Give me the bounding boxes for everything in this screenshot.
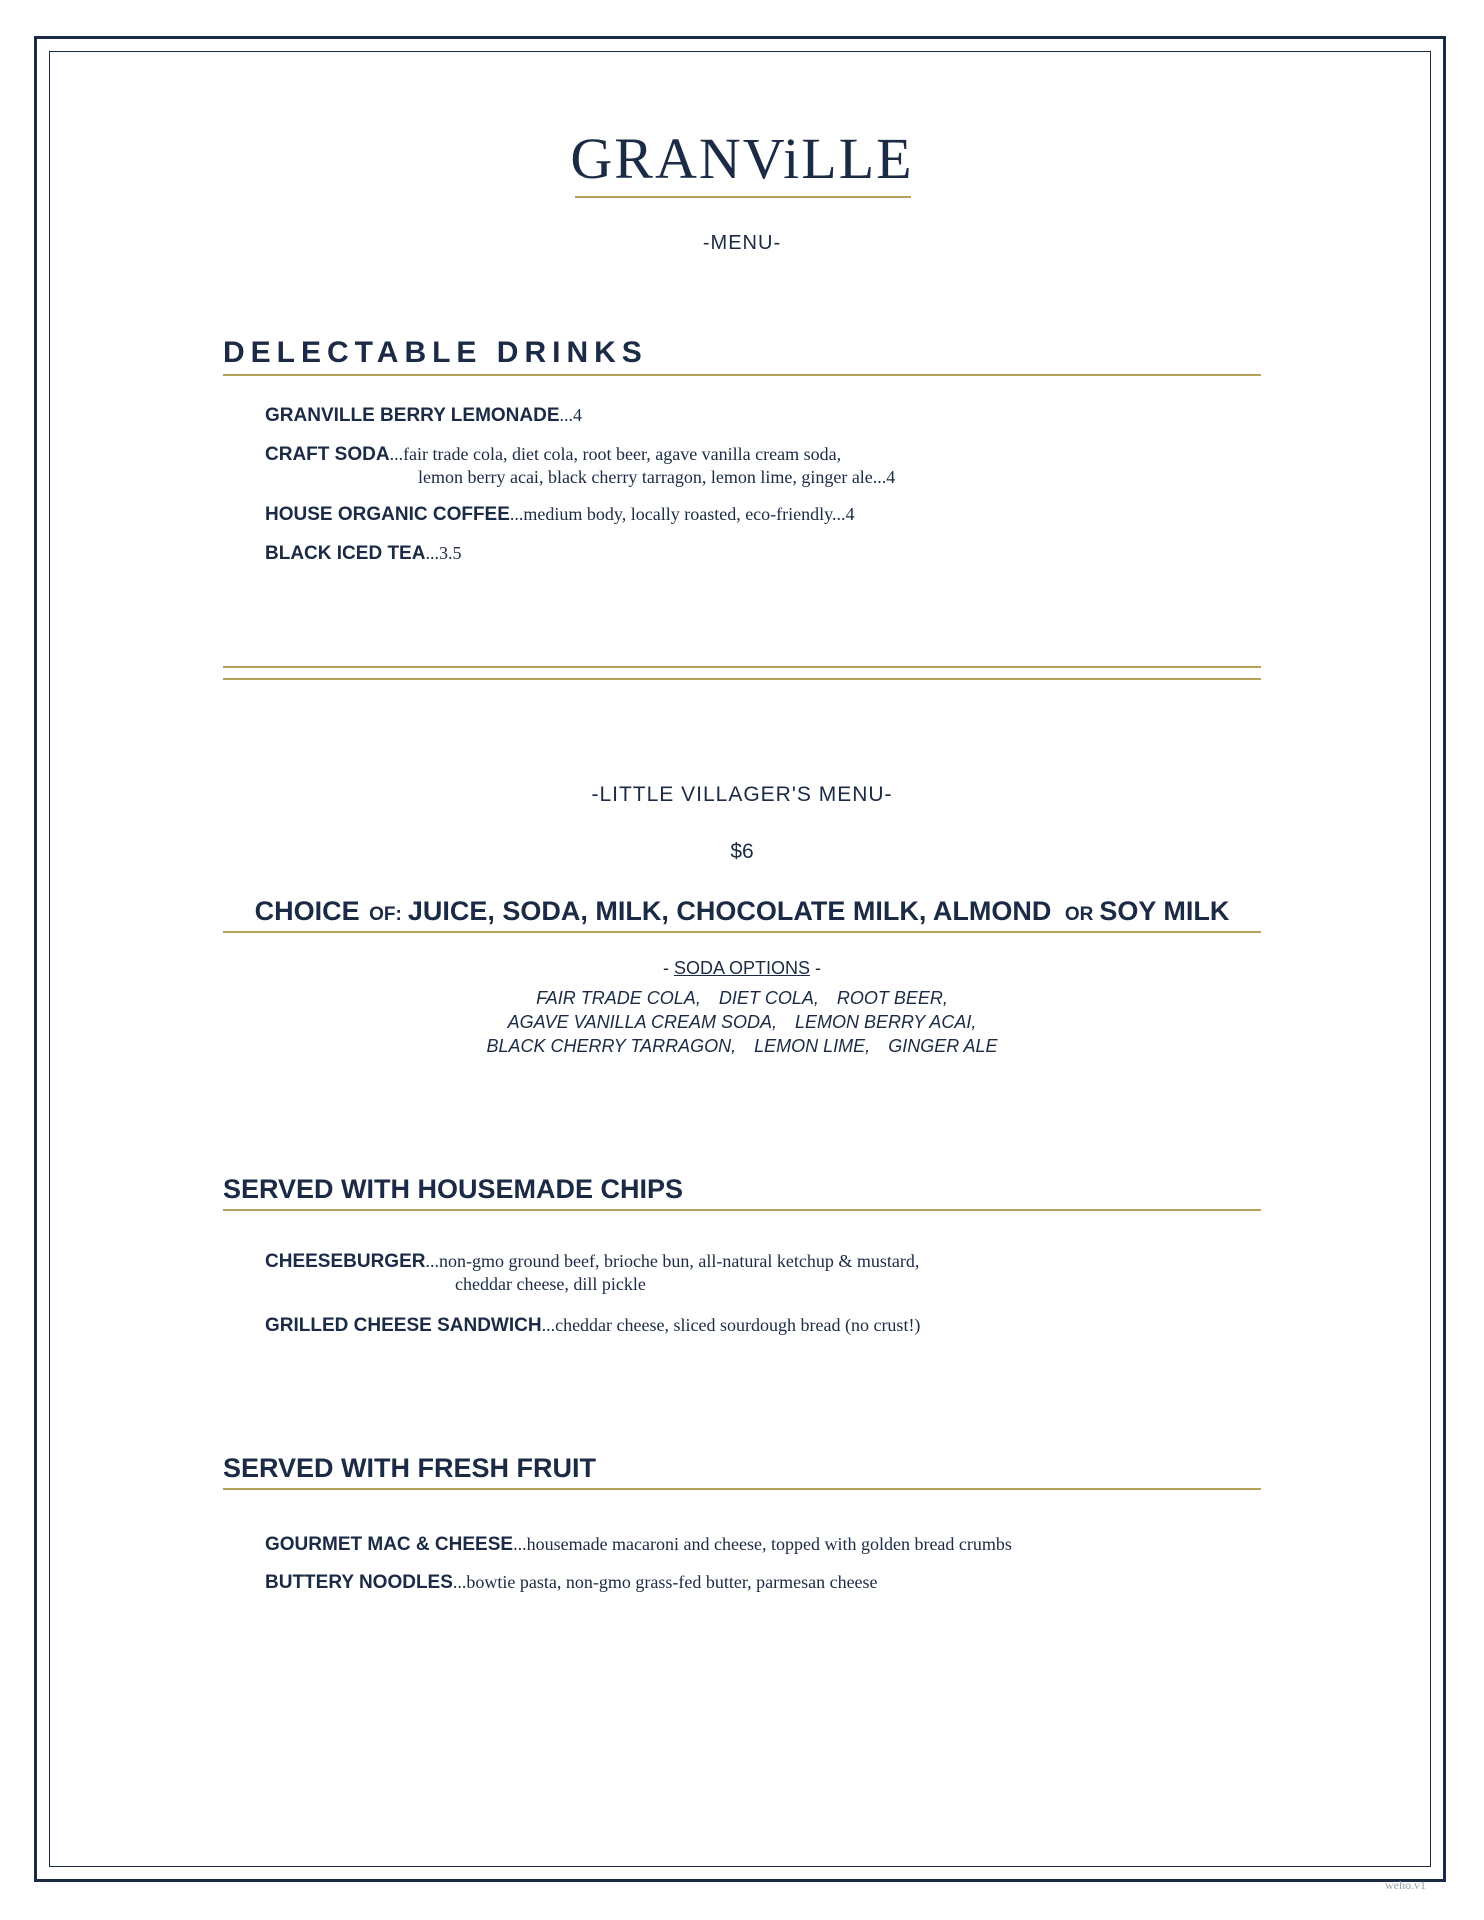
soda-title-text: SODA OPTIONS [673, 958, 811, 978]
item-description-continued: lemon berry acai, black cherry tarragon, lemon lime, ginger ale...4 [418, 467, 896, 487]
menu-item [265, 1250, 919, 1296]
logo-underline [575, 196, 911, 198]
soda-title-dash: - [662, 958, 674, 978]
item-description: ...bowtie pasta, non-gmo grass-fed butter, parmesan cheese [452, 1572, 878, 1592]
item-description: ...cheddar cheese, sliced sourdough bread (no crust!) [541, 1315, 921, 1335]
divider-rule [223, 666, 1261, 668]
brand-logo: GRANViLLE [570, 126, 914, 191]
menu-item [265, 443, 895, 489]
choice-of: OF: [369, 904, 402, 925]
menu-item [265, 1571, 878, 1594]
drink-choice-heading [223, 896, 1261, 933]
soda-option: LEMON BERRY ACAI, [795, 1012, 977, 1032]
soda-title-dash: - [810, 958, 822, 978]
choice-last: SOY MILK [1099, 896, 1230, 926]
version-note: weho.v1 [1385, 1878, 1426, 1892]
soda-option: ROOT BEER, [836, 988, 948, 1008]
divider-rule [223, 678, 1261, 680]
item-name: BUTTERY NOODLES [265, 1572, 453, 1593]
drinks-heading: DELECTABLE DRINKS [223, 336, 1261, 376]
item-description-continued: cheddar cheese, dill pickle [455, 1274, 646, 1294]
item-description: ...housemade macaroni and cheese, topped with golden bread crumbs [513, 1534, 1012, 1554]
kids-menu-label: -LITTLE VILLAGER'S MENU- [591, 783, 893, 806]
item-name: CHEESEBURGER [265, 1251, 426, 1272]
soda-option: AGAVE VANILLA CREAM SODA, [507, 1012, 778, 1032]
item-description: ...4 [559, 405, 583, 425]
soda-option: LEMON LIME, [754, 1036, 871, 1056]
menu-label: -MENU- [702, 232, 782, 254]
choice-or: OR [1064, 904, 1094, 925]
soda-options-title [0, 958, 1484, 979]
chips-heading: SERVED WITH HOUSEMADE CHIPS [223, 1174, 1261, 1211]
item-description: ...medium body, locally roasted, eco-friendly...4 [509, 504, 855, 524]
soda-options-line [0, 1036, 1484, 1057]
menu-item [265, 1314, 920, 1337]
item-description: ...3.5 [425, 543, 462, 563]
soda-option: GINGER ALE [888, 1036, 998, 1056]
menu-item [265, 1533, 1012, 1556]
menu-item [265, 542, 461, 565]
fruit-heading: SERVED WITH FRESH FRUIT [223, 1453, 1261, 1490]
menu-item [265, 503, 854, 526]
item-description: ...non-gmo ground beef, brioche bun, all-natural ketchup & mustard, [425, 1251, 920, 1271]
soda-options-line [0, 988, 1484, 1009]
item-name: BLACK ICED TEA [265, 543, 426, 564]
soda-option: DIET COLA, [718, 988, 819, 1008]
menu-item [265, 404, 582, 427]
item-name: HOUSE ORGANIC COFFEE [265, 504, 510, 525]
item-description: ...fair trade cola, diet cola, root beer, agave vanilla cream soda, [389, 444, 842, 464]
soda-option: FAIR TRADE COLA, [536, 988, 701, 1008]
kids-menu-price: $6 [730, 840, 754, 863]
item-name: GRILLED CHEESE SANDWICH [265, 1315, 542, 1336]
item-name: GRANVILLE BERRY LEMONADE [265, 405, 560, 426]
choice-word: CHOICE [254, 896, 360, 926]
item-name: GOURMET MAC & CHEESE [265, 1534, 514, 1555]
item-name: CRAFT SODA [265, 444, 390, 465]
soda-options-line [0, 1012, 1484, 1033]
choice-list: JUICE, SODA, MILK, CHOCOLATE MILK, ALMOND [407, 896, 1052, 926]
soda-option: BLACK CHERRY TARRAGON, [486, 1036, 737, 1056]
